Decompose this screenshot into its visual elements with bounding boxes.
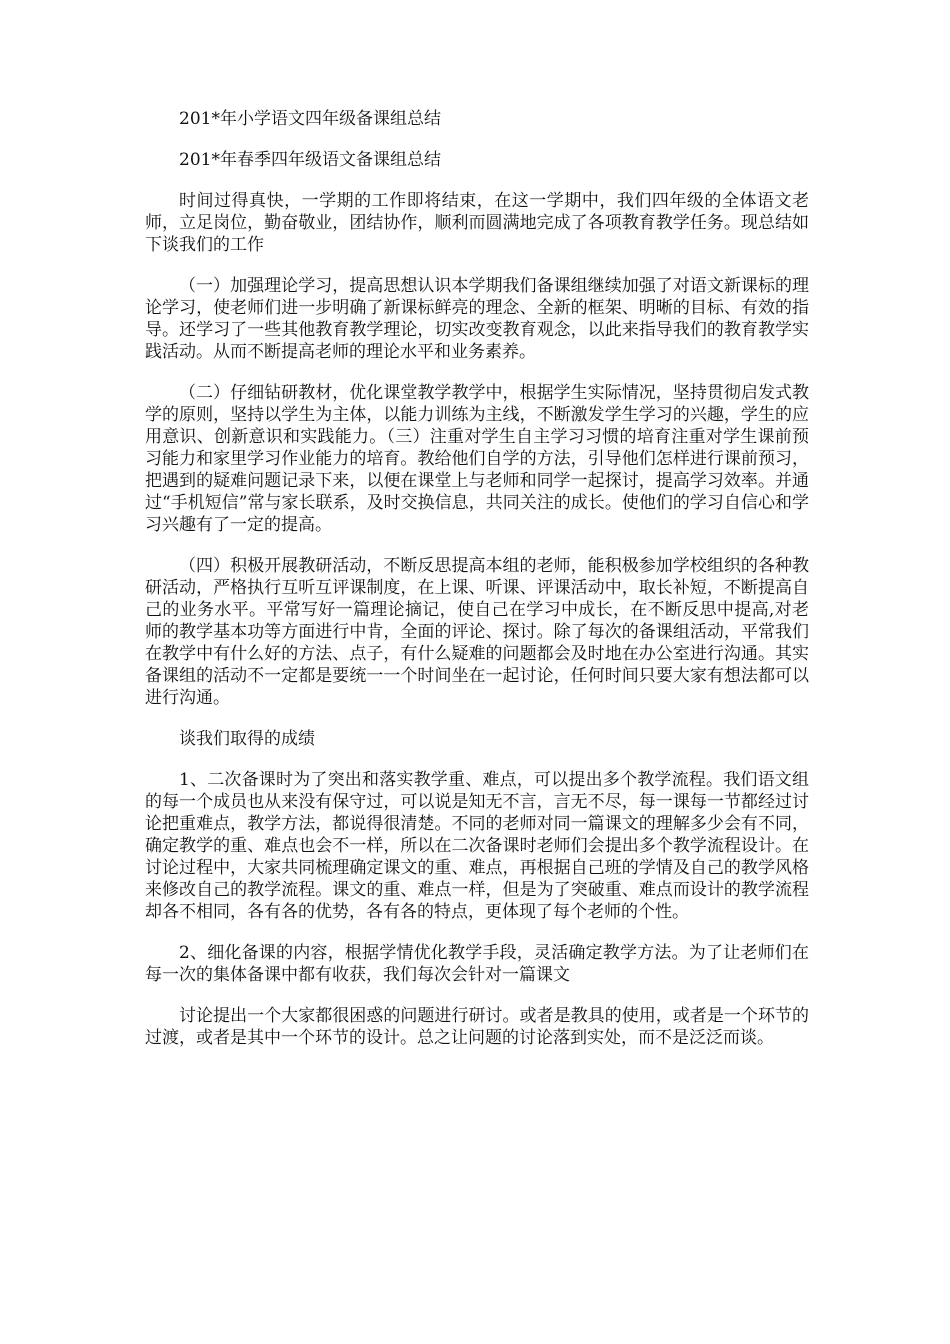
document-page [145,108,809,1068]
paragraph-teaching-research: （四）积极开展教研活动，不断反思提高本组的老师，能积极参加学校组织的各种教研活动，严格执行互听互评课制度，在上课、听课、评课活动中，取长补短，不断提高自己的业务水平。平常写好一篇理论摘记，使自己在学习中成长，在不断反思中提高,对老师的教学基本功等方面进行中肯，全面的评论、探讨。除了每次的备课组活动，平常我们在教学中有什么好的方法、点子，有什么疑难的问题都会及时地在办公室进行沟通。其实备课组的活动不一定都是要统一一个时间坐在一起讨论，任何时间只要大家有想法都可以进行沟通。 [145,556,809,708]
paragraph-intro: 时间过得真快，一学期的工作即将结束，在这一学期中，我们四年级的全体语文老师，立足岗位，勤奋敬业，团结协作，顺利而圆满地完成了各项教育教学任务。现总结如下谈我们的工作 [145,191,809,255]
paragraph-theory-study: （一）加强理论学习，提高思想认识本学期我们备课组继续加强了对语文新课标的理论学习，使老师们进一步明确了新课标鲜亮的理念、全新的框架、明晰的目标、有效的指导。还学习了一些其他教育教学理论，切实改变教育观念，以此来指导我们的教育教学实践活动。从而不断提高老师的理论水平和业务素养。 [145,276,809,362]
paragraph-discussion: 讨论提出一个大家都很困惑的问题进行研讨。或者是教具的使用，或者是一个环节的过渡，或者是其中一个环节的设计。总之让问题的讨论落到实处，而不是泛泛而谈。 [145,1006,809,1048]
document-title: 201*年小学语文四年级备课组总结 [179,109,441,129]
section-heading-achievements: 谈我们取得的成绩 [179,729,315,749]
paragraph-second-preparation: 1、二次备课时为了突出和落实教学重、难点，可以提出多个教学流程。我们语文组的每一个成员也从来没有保守过，可以说是知无不言，言无不尽，每一课每一节都经过讨论把重难点，教学方法，都说得很清楚。不同的老师对同一篇课文的理解多少会有不同，确定教学的重、难点也会不一样，所以在二次备课时老师们会提出多个教学流程设计。在讨论过程中，大家共同梳理确定课文的重、难点，再根据自己班的学情及自己的教学风格来修改自己的教学流程。课文的重、难点一样，但是为了突破重、难点而设计的教学流程却各不相同，各有各的优势，各有各的特点，更体现了每个老师的个性。 [145,770,809,922]
document-subtitle: 201*年春季四年级语文备课组总结 [179,150,441,170]
paragraph-textbook-study: （二）仔细钻研教材，优化课堂教学教学中，根据学生实际情况，坚持贯彻启发式教学的原则，坚持以学生为主体，以能力训练为主线，不断激发学生学习的兴趣，学生的应用意识、创新意识和实践能力。（三）注重对学生自主学习习惯的培育注重对学生课前预习能力和家里学习作业能力的培育。教给他们自学的方法，引导他们怎样进行课前预习，把遇到的疑难问题记录下来，以便在课堂上与老师和同学一起探讨，提高学习效率。并通过“手机短信”常与家长联系，及时交换信息，共同关注的成长。使他们的学习自信心和学习兴趣有了一定的提高。 [145,383,809,535]
paragraph-refine-preparation: 2、细化备课的内容，根据学情优化教学手段，灵活确定教学方法。为了让老师们在每一次的集体备课中都有收获，我们每次会针对一篇课文 [145,943,809,985]
